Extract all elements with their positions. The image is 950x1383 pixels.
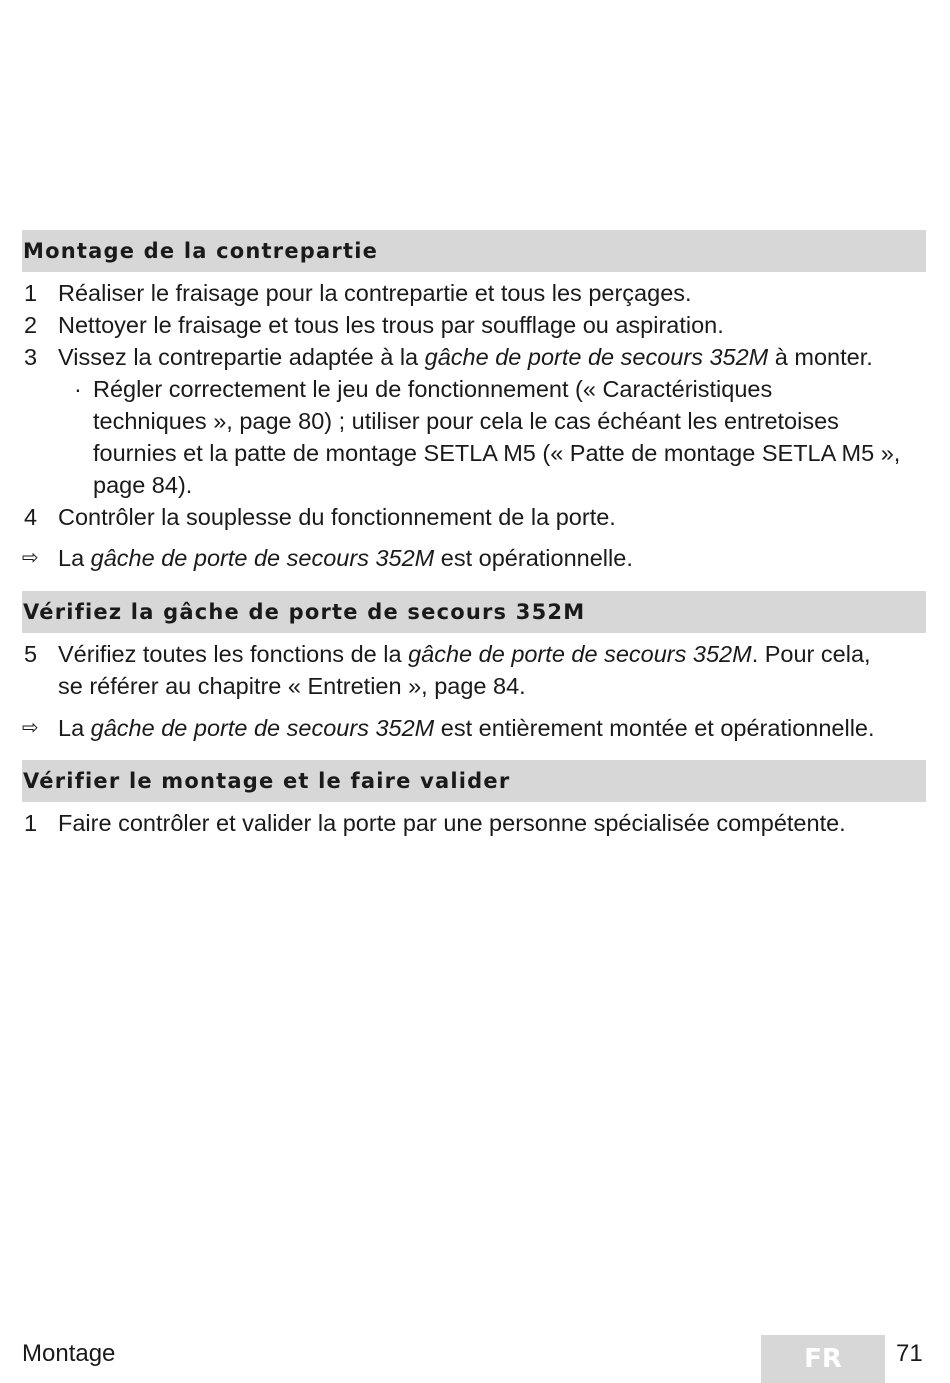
bullet-text-line: page 84).	[93, 472, 193, 498]
step-number: 3	[24, 344, 38, 370]
bullet-text-line: Régler correctement le jeu de fonctionnement (« Caractéristiques	[93, 376, 773, 402]
step-text-line: se référer au chapitre « Entretien », page 84.	[58, 673, 526, 699]
step-text: Vérifiez toutes les fonctions de la gâche de porte de secours 352M. Pour cela,	[58, 641, 871, 667]
step-number: 1	[24, 280, 38, 306]
result-text: La gâche de porte de secours 352M est entièrement montée et opérationnelle.	[58, 715, 875, 741]
result-text: La gâche de porte de secours 352M est opérationnelle.	[58, 545, 633, 571]
step-number: 2	[24, 312, 38, 338]
language-badge: FR	[761, 1335, 885, 1383]
step-number: 1	[24, 810, 38, 836]
product-name: gâche de porte de secours 352M	[424, 344, 769, 370]
section-heading-montage: Montage de la contrepartie	[22, 230, 926, 272]
step-text: Contrôler la souplesse du fonctionnement de la porte.	[58, 504, 616, 530]
page-number: 71	[896, 1340, 923, 1367]
step-text: Faire contrôler et valider la porte par une personne spécialisée compétente.	[58, 810, 846, 836]
product-name: gâche de porte de secours 352M	[90, 715, 435, 741]
section-heading-validate: Vérifier le montage et le faire valider	[22, 760, 926, 802]
section-heading-verify: Vérifiez la gâche de porte de secours 352M	[22, 591, 926, 633]
result-arrow-icon: ⇨	[22, 547, 39, 569]
step-text: Vissez la contrepartie adaptée à la gâche de porte de secours 352M à monter.	[58, 344, 873, 370]
bullet-text-line: techniques », page 80) ; utiliser pour cela le cas échéant les entretoises	[93, 408, 839, 434]
bullet-symbol: ·	[74, 376, 82, 402]
bullet-text-line: fournies et la patte de montage SETLA M5 (« Patte de montage SETLA M5 »,	[93, 440, 901, 466]
result-arrow-icon: ⇨	[22, 717, 39, 739]
product-name: gâche de porte de secours 352M	[90, 545, 435, 571]
footer-chapter-label: Montage	[22, 1340, 116, 1367]
product-name: gâche de porte de secours 352M	[408, 641, 752, 667]
step-number: 5	[24, 641, 38, 667]
step-number: 4	[24, 504, 38, 530]
step-text: Réaliser le fraisage pour la contrepartie et tous les perçages.	[58, 280, 692, 306]
step-text: Nettoyer le fraisage et tous les trous par soufflage ou aspiration.	[58, 312, 724, 338]
